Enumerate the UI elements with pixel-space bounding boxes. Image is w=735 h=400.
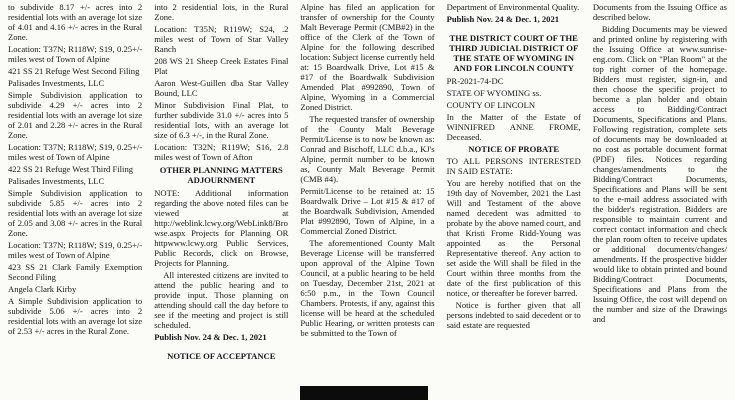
notice-title: NOTICE OF PROBATE (468, 144, 560, 154)
applicant-line: Palisades Investments, LLC (8, 176, 105, 186)
column-3 (300, 2, 434, 400)
state-line: STATE OF WYOMING ss. (446, 88, 542, 98)
applicant-line: Angela Clark Kirby (8, 284, 77, 294)
file-number-line: 423 SS 21 Clark Family Exemption Second Filing (8, 262, 143, 282)
notice-paragraph: Minor Subdivision Final Plat, to further subdivide 31.0 +/- acres into 5 residential lots, with an average lot size of 6.3 +/-, in the Rural Zone. (154, 100, 289, 140)
notice-paragraph: Simple Subdivision application to subdivide 5.85 +/- acres into 2 residential lots with an average lot size of 2.05 and 3.08 +/- acres in the Rural Zone. (8, 188, 143, 238)
location-line: Location: T37N; R118W; S19, 0.25+/- miles west of Town of Alpine (8, 240, 143, 260)
notice-paragraph: NOTE: Additional information regarding the above noted files can be viewed at http://weblink.lcwy.org/WebLink8/Browse.aspx Projects for Planning OR httpwww.lcwy.org Public Services, Public Records, click on Browse, Projects for Planning. (154, 188, 289, 268)
notice-paragraph: Permit/License to be retained at: 15 Boardwalk Drive – Lot #15 & #17 of the Boardwalk Subdivision, Amended Plat #992890, Town of Alpine, in a Commercial Zoned District. (300, 186, 435, 236)
file-number-line: 421 SS 21 Refuge West Second Filing (8, 66, 140, 76)
notice-paragraph: into 2 residential lots, in the Rural Zone. (154, 2, 289, 22)
county-line: COUNTY OF LINCOLN (446, 100, 536, 110)
location-line: Location: T35N; R119W; S24, .2 miles west of Town of Star Valley Ranch (154, 24, 289, 54)
section-heading: NOTICE OF ACCEPTANCE (167, 351, 276, 361)
publish-date-line: Publish Nov. 24 & Dec. 1, 2021 (446, 14, 560, 24)
notice-paragraph: Simple Subdivision application to subdivide 4.29 +/- acres into 2 residential lots with an average lot size of 2.01 and 2.28 +/- acres in the Rural Zone. (8, 90, 143, 140)
estate-caption: In the Matter of the Estate of WINNIFRED ANNE FROME, Deceased. (446, 112, 581, 142)
column-1 (8, 2, 142, 400)
notice-paragraph: Bidding Documents may be viewed and printed online by registering with the Issuing Office at www.sunrise-eng.com. Click on "Plan Room" at the top right corner of the homepage. Bidders must register, sign-in, and then choose the specific project to become a plan holder and obtain access to Bidding/Contract Documents, Specifications and Plans. Following registration, complete sets of documents may be downloaded at no cost as portable document format (PDF) files. Notices regarding changes/amendments to the Bidding/Contract Documents, Specifications and Plans will be sent to the e-mail address associated with the bidder's registration. Bidders are responsible to maintain current and correct contact information and check the plan room often to receive updates or additional documents/changes/ amendments. If the prospective bidder would like to obtain printed and bound Bidding/Contract Documents, Specifications and Plans from the Issuing Office, the cost will depend on the number and size of the Drawings and (592, 24, 728, 324)
section-heading: OTHER PLANNING MATTERS ADJOURNMENT (159, 165, 283, 185)
notice-paragraph: to subdivide 8.17 +/- acres into 2 residential lots with an average lot size of 4.01 and 4.16 +/- acres in the Rural Zone. (8, 2, 143, 42)
notice-paragraph: You are hereby notified that on the 19th day of November, 2021 the Last Will and Testament of the above named decedent was admitted to probate by the above named court, and that Kristi Frome Ridd-Young was appointed as the Personal Representative thereof. Any action to set aside the Will shall be filed in the Court within three months from the date of the first publication of this notice, or thereafter be forever barred. (446, 178, 581, 298)
location-line: Location: T37N; R118W; S19, 0.25+/- miles west of Town of Alpine (8, 142, 143, 162)
notice-paragraph: Notice is further given that all persons indebted to said decedent or to said estate are requested (446, 300, 581, 330)
column-4 (447, 2, 581, 400)
file-number-line: 208 WS 21 Sheep Creek Estates Final Plat (154, 56, 289, 76)
notice-paragraph: A Simple Subdivision application to subdivide 5.06 +/- acres into 2 residential lots with an average lot size of 2.53 +/- acres in the Rural Zone. (8, 296, 143, 336)
file-number-line: 422 SS 21 Refuge West Third Filing (8, 164, 134, 174)
applicant-line: Aaron West-Guillen dba Star Valley Bound, LLC (154, 78, 289, 98)
column-2 (154, 2, 288, 400)
addressee-line: TO ALL PERSONS INTERESTED IN SAID ESTATE: (446, 156, 581, 176)
notice-paragraph: Alpine has filed an application for transfer of ownership for the County Malt Beverage Permit (CMB#2) in the office of the Clerk of the Town of Alpine for the following described location: Subject license currently held at: 15 Boardwalk Drive, Lot #15 & #17 of the Boardwalk Subdivision Amended Plat #992890, Town of Alpine, Wyoming in a Commercial Zoned District. (300, 2, 435, 112)
photo-fragment (300, 386, 428, 400)
notice-paragraph: The aforementioned County Malt Beverage License will be transferred upon approval of the Alpine Town Council, at a public hearing to be held on Tuesday, December 21st, 2021 at 6:50 p.m., in the Town Council Chambers. Protests, if any, against this license will be heard at the scheduled Public Hearing, or written protests can be submitted to the Town of (300, 238, 435, 338)
column-5 (593, 2, 727, 400)
notice-paragraph: All interested citizens are invited to attend the public hearing and to provide input. Those planning on attending should call the day before to see if the meeting and project is still scheduled. (154, 270, 289, 330)
notice-paragraph: Documents from the Issuing Office as described below. (592, 2, 728, 22)
notice-paragraph: Department of Environmental Quality. (446, 2, 580, 12)
location-line: Location: T37N; R118W; S19, 0.25+/- miles west of Town of Alpine (8, 44, 143, 64)
case-number-line: PR-2021-74-DC (446, 76, 504, 86)
applicant-line: Palisades Investments, LLC (8, 78, 105, 88)
location-line: Location: T32N; R119W; S16, 2.8 miles west of Town of Afton (154, 142, 289, 162)
notice-paragraph: The requested transfer of ownership of the County Malt Beverage Permit/License is to now be known as: Conrad and Bischoff, LLC d.b.a., KJ's Alpine, permit number to be known as, County Malt Beverage Permit (CMB #4). (300, 114, 435, 184)
publish-date-line: Publish Nov. 24 & Dec. 1, 2021 (154, 332, 267, 342)
court-heading: THE DISTRICT COURT OF THE THIRD JUDICIAL DISTRICT OF THE STATE OF WYOMING IN AND FOR LINCOLN COUNTY (449, 33, 579, 73)
